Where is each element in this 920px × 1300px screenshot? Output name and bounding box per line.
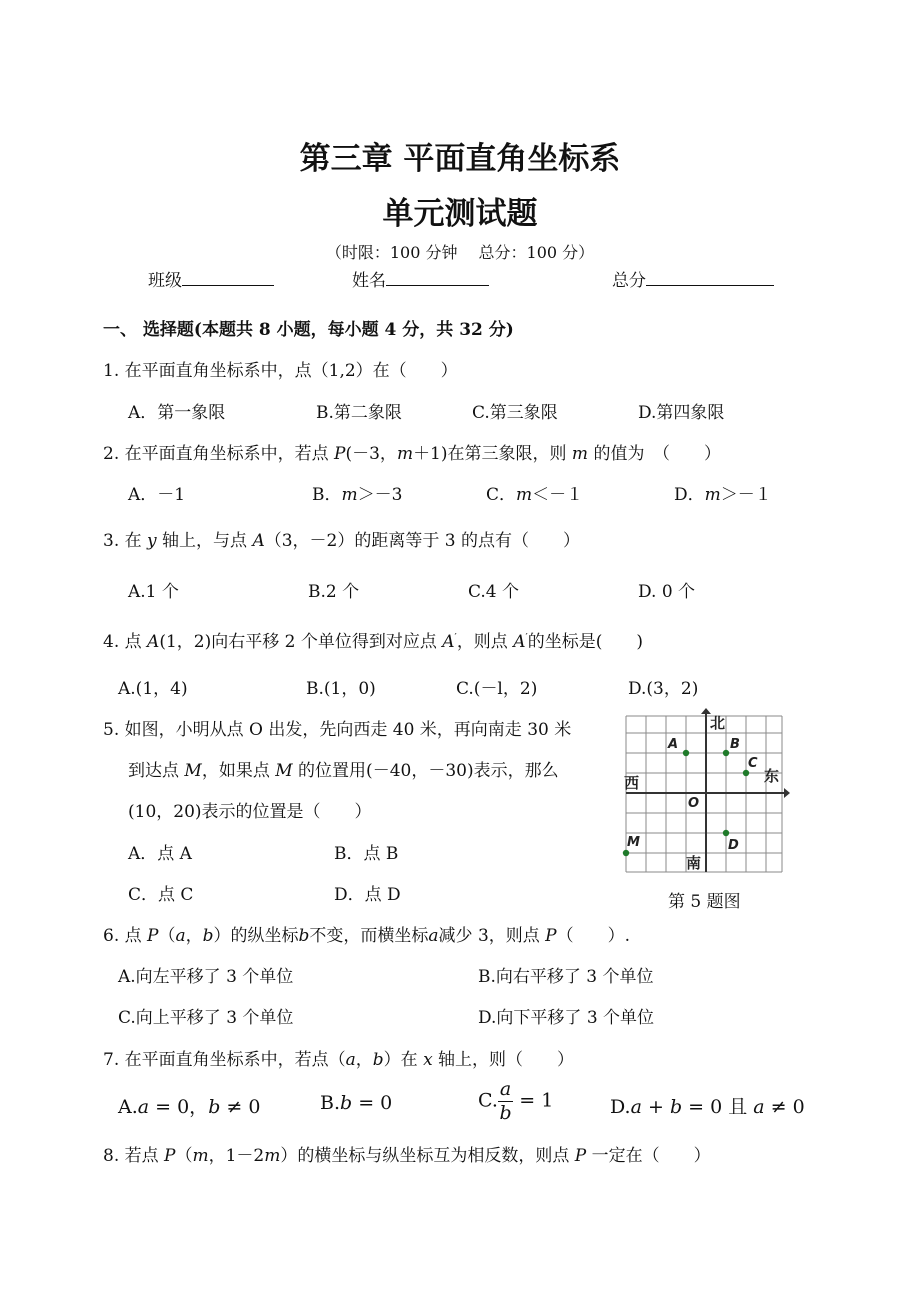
q1-option-d[interactable]: D.第四象限	[638, 403, 725, 423]
point-b-label: B	[730, 737, 740, 752]
exam-meta: （时限：100 分钟 总分：100 分）	[325, 243, 595, 262]
q4-option-b[interactable]: B.(1，0)	[306, 679, 376, 699]
question-1-stem: 1. 在平面直角坐标系中，点（1,2）在（ ）	[103, 361, 458, 381]
q5-option-c[interactable]: C．点 C	[128, 885, 194, 905]
q7-option-b[interactable]: B.b = 0	[320, 1092, 393, 1114]
name-blank[interactable]	[386, 271, 489, 286]
q1-option-b[interactable]: B.第二象限	[316, 403, 402, 423]
point-c-label: C	[748, 756, 758, 771]
point-b	[723, 750, 729, 756]
q6-option-d[interactable]: D.向下平移了 3 个单位	[478, 1008, 655, 1028]
point-m-label: M	[627, 835, 640, 850]
q4-option-c[interactable]: C.(－l，2)	[456, 679, 538, 699]
q3-option-a[interactable]: A.1 个	[128, 582, 179, 602]
section-heading: 一、 选择题(本题共 8 小题，每小题 4 分，共 32 分)	[103, 320, 514, 340]
question-3-stem: 3. 在 y 轴上，与点 A（3，－2）的距离等于 3 的点有（ ）	[103, 531, 580, 551]
q2-option-b[interactable]: B．m＞－3	[312, 485, 403, 505]
q4-option-d[interactable]: D.(3，2)	[628, 679, 699, 699]
question-4-stem: 4. 点 A(1，2)向右平移 2 个单位得到对应点 A′，则点 A′的坐标是( )	[103, 632, 644, 652]
q7-option-a[interactable]: A.a = 0，b ≠ 0	[118, 1096, 261, 1118]
east-label: 东	[764, 767, 780, 785]
q1-option-c[interactable]: C.第三象限	[472, 403, 558, 423]
q7-option-c[interactable]: C. $\frac{a}{b}$ = 1	[478, 1078, 554, 1124]
figure-caption: 第 5 题图	[668, 892, 741, 912]
q7-option-d[interactable]: D.a + b = 0 且 a ≠ 0	[610, 1096, 805, 1118]
question-5-line-3: (10，20)表示的位置是（ ）	[128, 802, 372, 822]
q3-option-c[interactable]: C.4 个	[468, 582, 520, 602]
question-2-stem: 2. 在平面直角坐标系中，若点 P(－3，m＋1)在第三象限，则 m 的值为 （ ）	[103, 444, 721, 464]
q4-option-a[interactable]: A.(1，4)	[118, 679, 188, 699]
q6-option-b[interactable]: B.向右平移了 3 个单位	[478, 967, 654, 987]
west-label: 西	[624, 774, 640, 792]
north-label: 北	[710, 714, 726, 732]
q6-option-c[interactable]: C.向上平移了 3 个单位	[118, 1008, 294, 1028]
class-blank[interactable]	[182, 271, 274, 286]
q2-option-a[interactable]: A．－1	[128, 485, 186, 505]
point-d	[723, 830, 729, 836]
point-m	[623, 850, 629, 856]
class-label: 班级	[148, 271, 182, 291]
q5-option-a[interactable]: A．点 A	[128, 844, 192, 864]
q2-option-c[interactable]: C．m＜－１	[486, 485, 584, 505]
score-blank[interactable]	[646, 271, 774, 286]
score-field[interactable]	[612, 266, 774, 291]
q6-option-a[interactable]: A.向左平移了 3 个单位	[118, 967, 294, 987]
south-label: 南	[686, 854, 702, 872]
question-7-stem: 7. 在平面直角坐标系中，若点（a，b）在 x 轴上，则（ ）	[103, 1050, 575, 1070]
question-8-stem: 8. 若点 P（m，1－2m）的横坐标与纵坐标互为相反数，则点 P 一定在（ ）	[103, 1146, 711, 1166]
point-d-label: D	[728, 838, 739, 853]
q5-grid-figure	[618, 708, 790, 880]
q3-option-b[interactable]: B.2 个	[308, 582, 360, 602]
q5-option-b[interactable]: B．点 B	[334, 844, 399, 864]
page-subtitle: 单元测试题	[382, 196, 538, 232]
q5-option-d[interactable]: D．点 D	[334, 885, 401, 905]
class-field[interactable]	[148, 266, 274, 291]
name-label: 姓名	[352, 271, 386, 291]
score-label: 总分	[612, 271, 646, 291]
point-a-label: A	[668, 737, 679, 752]
point-a	[683, 750, 689, 756]
question-5-line-2: 到达点 M，如果点 M 的位置用(－40，－30)表示，那么	[128, 761, 559, 781]
question-5-line-1: 5. 如图，小明从点 O 出发，先向西走 40 米，再向南走 30 米	[103, 720, 572, 740]
question-6-stem: 6. 点 P（a，b）的纵坐标b不变，而横坐标a减少 3，则点 P（ ）.	[103, 926, 631, 946]
name-field[interactable]	[352, 266, 489, 291]
origin-label: O	[688, 796, 700, 811]
q3-option-d[interactable]: D. 0 个	[638, 582, 696, 602]
page-title: 第三章 平面直角坐标系	[299, 141, 621, 177]
q1-option-a[interactable]: A．第一象限	[128, 403, 226, 423]
q2-option-d[interactable]: D．m＞－１	[674, 485, 772, 505]
